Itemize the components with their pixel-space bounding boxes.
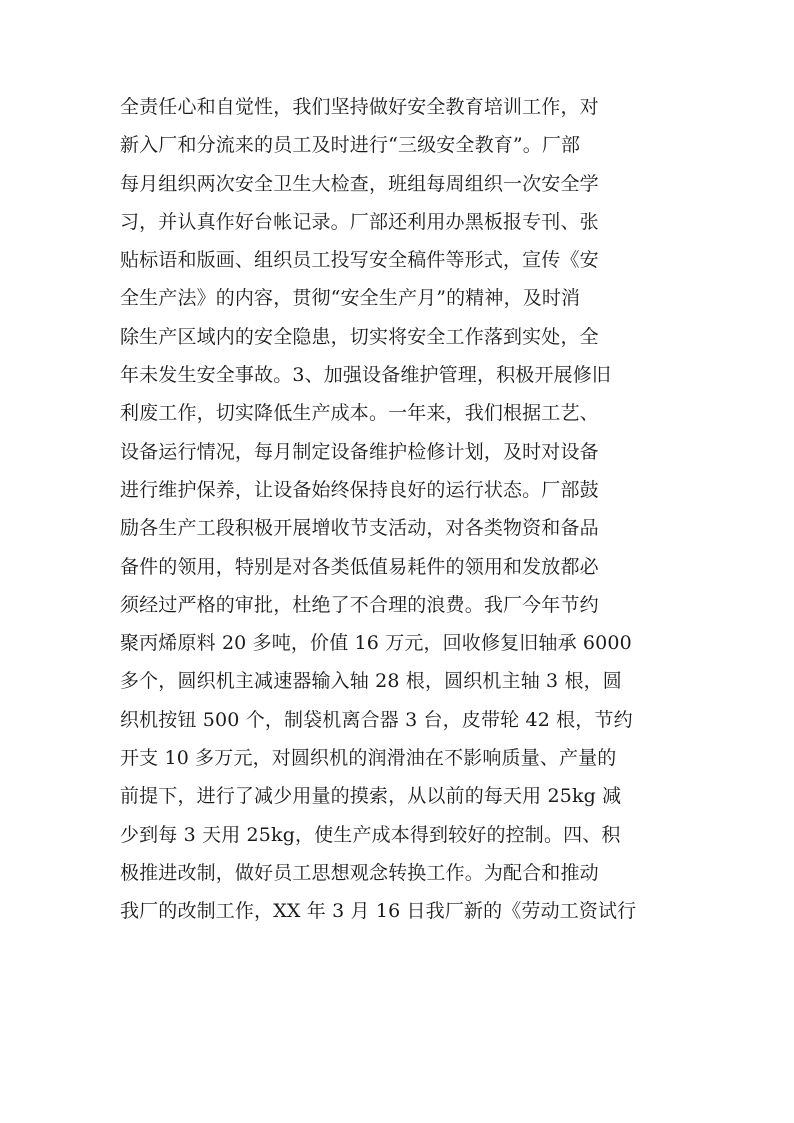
text-line: 励各生产工段积极开展增收节支活动，对各类物资和备品 — [120, 517, 599, 540]
text-line: 每月组织两次安全卫生大检查，班组每周组织一次安全学 — [120, 172, 599, 195]
text-line: 织机按钮 500 个，制袋机离合器 3 台，皮带轮 42 根，节约 — [120, 708, 633, 731]
body-text — [120, 88, 680, 931]
text-line: 我厂的改制工作，XX 年 3 月 16 日我厂新的《劳动工资试行 — [120, 900, 637, 923]
text-line: 少到每 3 天用 25kg，使生产成本得到较好的控制。四、积 — [120, 823, 621, 846]
text-line: 前提下，进行了减少用量的摸索，从以前的每天用 25kg 减 — [120, 785, 622, 808]
text-line: 须经过严格的审批，杜绝了不合理的浪费。我厂今年节约 — [120, 593, 599, 616]
text-line: 备件的领用，特别是对各类低值易耗件的领用和发放都必 — [120, 555, 599, 578]
text-line: 聚丙烯原料 20 多吨，价值 16 万元，回收修复旧轴承 6000 — [120, 632, 632, 655]
text-line: 全责任心和自觉性，我们坚持做好安全教育培训工作，对 — [120, 96, 599, 118]
text-line: 极推进改制，做好员工思想观念转换工作。为配合和推动 — [120, 861, 599, 884]
text-line: 新入厂和分流来的员工及时进行“三级安全教育”。厂部 — [120, 134, 581, 157]
text-line: 设备运行情况，每月制定设备维护检修计划，及时对设备 — [120, 440, 599, 463]
text-line: 贴标语和版画、组织员工投写安全稿件等形式，宣传《安 — [120, 249, 599, 272]
text-line: 开支 10 多万元，对圆织机的润滑油在不影响质量、产量的 — [120, 747, 617, 770]
text-line: 习，并认真作好台帐记录。厂部还利用办黑板报专刊、张 — [120, 210, 599, 233]
text-line: 年未发生安全事故。3、加强设备维护管理，积极开展修旧 — [120, 364, 611, 387]
text-line: 全生产法》的内容，贯彻“安全生产月”的精神，及时消 — [120, 287, 581, 310]
text-line: 除生产区域内的安全隐患，切实将安全工作落到实处，全 — [120, 325, 599, 348]
text-line: 多个，圆织机主减速器输入轴 28 根，圆织机主轴 3 根，圆 — [120, 670, 622, 693]
text-line: 利废工作，切实降低生产成本。一年来，我们根据工艺、 — [120, 402, 599, 425]
text-line: 进行维护保养，让设备始终保持良好的运行状态。厂部鼓 — [120, 478, 599, 501]
